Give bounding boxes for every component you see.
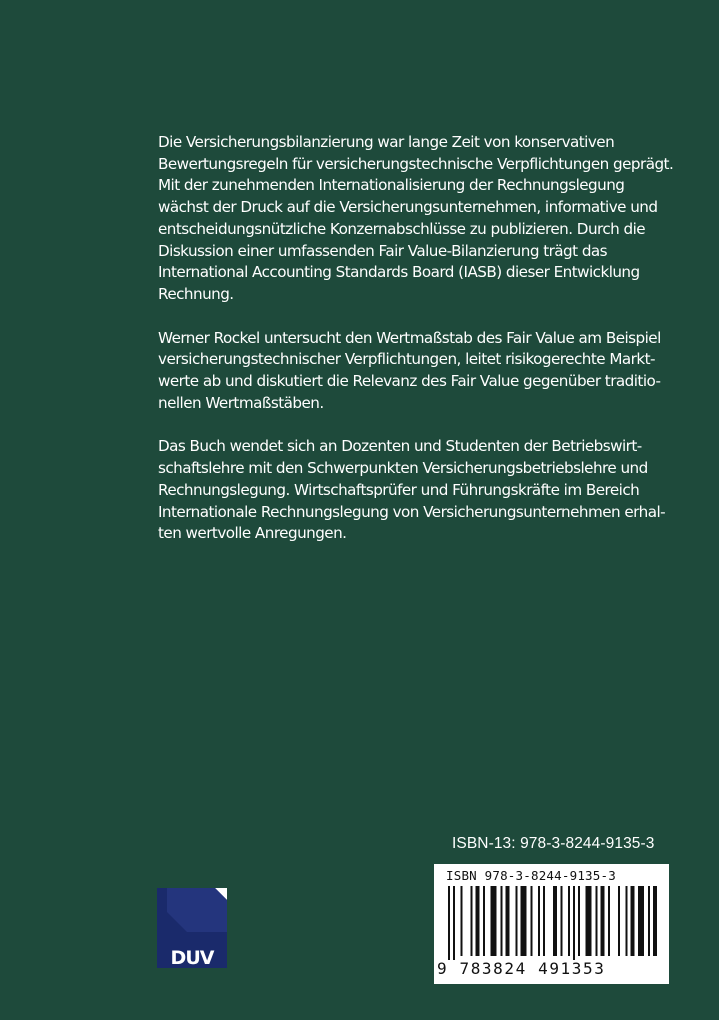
barcode-bar [608, 886, 610, 956]
barcode-bar [506, 886, 510, 956]
barcode-bar [476, 886, 480, 956]
barcode-bar [596, 886, 598, 956]
duv-logo [157, 888, 227, 968]
blurb-line: wächst der Druck auf die Versicherungsunternehmen, informative und [158, 198, 658, 217]
blurb-line: versicherungstechnischer Verpflichtungen, leitet risikogerechte Markt- [158, 350, 655, 369]
barcode-bar [573, 886, 575, 960]
blurb-line: Bewertungsregeln für versicherungstechnische Verpflichtungen geprägt. [158, 154, 674, 173]
barcode-bar [471, 886, 473, 956]
isbn-barcode [434, 864, 669, 984]
barcode-bar [531, 886, 533, 956]
blurb-line: International Accounting Standards Board (IASB) dieser Entwicklung [158, 263, 640, 282]
barcode-bar [491, 886, 497, 956]
blurb-line: ten wertvolle Anregungen. [158, 524, 347, 543]
blurb-paragraph-2 [158, 328, 663, 415]
barcode-bar [453, 886, 455, 960]
barcode-bar [601, 886, 605, 956]
barcode-bar [586, 886, 592, 956]
barcode-bar [553, 886, 557, 956]
blurb-line: Die Versicherungsbilanzierung war lange Zeit von konservativen [158, 133, 615, 151]
blurb-line: Rechnung. [158, 284, 234, 303]
barcode-bar [516, 886, 518, 956]
barcode-bar [461, 886, 463, 956]
blurb-line: schaftslehre mit den Schwerpunkten Versicherungsbetriebslehre und [158, 459, 648, 478]
logo-text: DUV [170, 947, 214, 968]
blurb-line: nellen Wertmaßstäben. [158, 393, 324, 412]
blurb-line: entscheidungsnützliche Konzernabschlüsse zu publizieren. Durch die [158, 219, 646, 238]
barcode-bar [648, 886, 650, 956]
blurb-line: Rechnungslegung. Wirtschaftsprüfer und Führungskräfte im Bereich [158, 480, 640, 499]
barcode-bar [568, 886, 570, 956]
barcode-bar [618, 886, 620, 956]
blurb-line: Werner Rockel untersucht den Wertmaßstab des Fair Value am Beispiel [158, 328, 661, 347]
barcode-digits: 9 783824 491353 [437, 959, 606, 978]
blurb-line: Mit der zunehmenden Internationalisierung der Rechnungslegung [158, 176, 625, 195]
barcode-bar [448, 886, 450, 960]
barcode-top-text: ISBN 978-3-8244-9135-3 [446, 868, 616, 883]
barcode-bar [638, 886, 644, 956]
barcode-bar [578, 886, 580, 956]
barcode-bar [653, 886, 657, 956]
blurb-text [158, 132, 674, 567]
barcode-bar [521, 886, 527, 956]
barcode-bar [501, 886, 503, 956]
blurb-line: Diskussion einer umfassenden Fair Value-Bilanzierung trägt das [158, 241, 608, 260]
isbn-label: ISBN-13: 978-3-8244-9135-3 [452, 835, 655, 852]
barcode-bar [631, 886, 635, 956]
barcode-bar [483, 886, 485, 956]
blurb-line: Internationale Rechnungslegung von Versicherungsunternehmen erhal- [158, 502, 666, 521]
barcode-bar [543, 886, 545, 956]
blurb-line: werte ab und diskutiert die Relevanz des Fair Value gegenüber traditio- [158, 372, 661, 391]
barcode-bar [626, 886, 628, 956]
blurb-line: Das Buch wendet sich an Dozenten und Studenten der Betriebswirt- [158, 437, 642, 456]
blurb-paragraph-3 [158, 436, 666, 545]
blurb-paragraph-1 [158, 132, 674, 306]
barcode-bar [561, 886, 563, 956]
barcode-bar [538, 886, 540, 956]
